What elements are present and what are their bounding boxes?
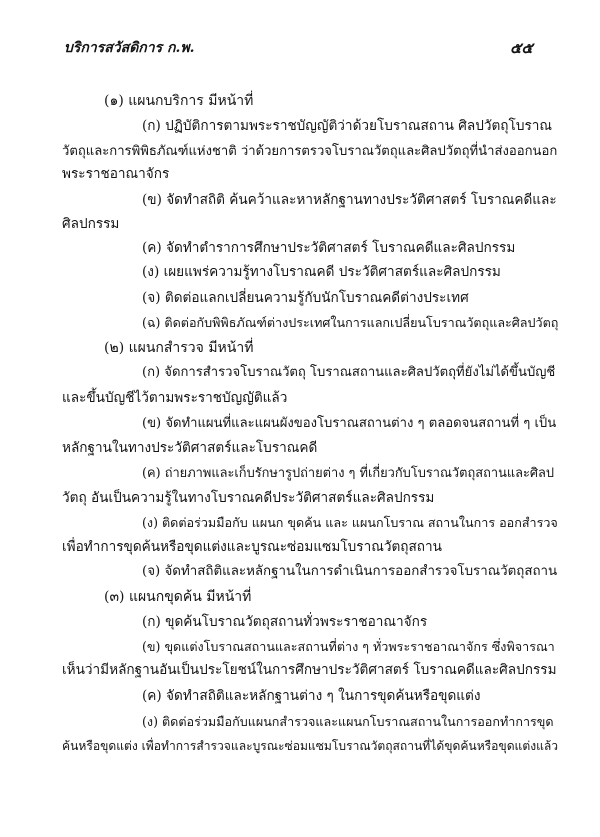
clause-line: (ข) จัดทำแผนที่และแผนผังของโบราณสถานต่าง ๆ ตลอดจนสถานที่ ๆ เป็น [142,416,557,431]
clause-line: (ก) ปฏิบัติการตามพระราชบัญญัติว่าด้วยโบราณสถาน ศิลปวัตถุโบราณ [142,118,553,134]
clause-line: (ฉ) ติดต่อกับพิพิธภัณฑ์ต่างประเทศในการแลกเปลี่ยนโบราณวัตถุและศิลปวัตถุ [142,315,559,330]
clause-line: (ข) จัดทำสถิติ ค้นคว้าและหาหลักฐานทางประวัติศาสตร์ โบราณคดีและ [142,192,557,208]
clause-line: (ค) จัดทำตำราการศึกษาประวัติศาสตร์ โบราณคดีและศิลปกรรม [142,240,516,256]
clause-line: (ค) ถ่ายภาพและเก็บรักษารูปถ่ายต่าง ๆ ที่เกี่ยวกับโบราณวัตถุสถานและศิลป [142,466,555,481]
clause-continuation: วัตถุ อันเป็นความรู้ในทางโบราณคดีประวัติศาสตร์และศิลปกรรม [62,490,435,506]
clause-continuation: เห็นว่ามีหลักฐานอันเป็นประโยชน์ในการศึกษาประวัติศาสตร์ โบราณคดีและศิลปกรรม [62,662,557,678]
page-number: ๕๕ [510,39,533,57]
clause-continuation: เพื่อทำการขุดค้นหรือขุดแต่งและบูรณะซ่อมแซมโบราณวัตถุสถาน [62,539,442,555]
clause-line: (ก) จัดการสำรวจโบราณวัตถุ โบราณสถานและศิลปวัตถุที่ยังไม่ได้ขึ้นบัญชี [142,365,556,380]
clause-continuation: พระราชอาณาจักร [62,166,170,182]
clause-continuation: ศิลปกรรม [62,216,120,232]
section-heading: (๓) แผนกขุดค้น มีหน้าที่ [104,589,252,605]
section-heading: (๑) แผนกบริการ มีหน้าที่ [104,93,254,109]
clause-line: (ข) ขุดแต่งโบราณสถานและสถานที่ต่าง ๆ ทั่วพระราชอาณาจักร ซึ่งพิจารณา [142,639,555,654]
clause-line: (จ) จัดทำสถิติและหลักฐานในการดำเนินการออกสำรวจโบราณวัตถุสถาน [142,564,558,579]
clause-line: (ง) ติดต่อร่วมมือกับ แผนก ขุดค้น และ แผนกโบราณ สถานในการ ออกสำรวจ [142,515,558,530]
running-header-title: บริการสวัสดิการ ก.พ. [64,40,195,56]
clause-line: (ง) ติดต่อร่วมมือกับแผนกสำรวจและแผนกโบราณสถานในการออกทำการขุด [142,714,554,729]
clause-continuation: หลักฐานในทางประวัติศาสตร์และโบราณคดี [62,440,318,456]
clause-continuation: และขึ้นบัญชีไว้ตามพระราชบัญญัติแล้ว [62,390,288,406]
clause-continuation: ค้นหรือขุดแต่ง เพื่อทำการสำรวจและบูรณะซ่อมแซมโบราณวัตถุสถานที่ได้ขุดค้นหรือขุดแต่งแล้ว [62,739,559,753]
clause-line: (ง) เผยแพร่ความรู้ทางโบราณคดี ประวัติศาสตร์และศิลปกรรม [142,264,501,280]
clause-line: (จ) ติดต่อแลกเปลี่ยนความรู้กับนักโบราณคดีต่างประเทศ [142,290,469,306]
section-heading: (๒) แผนกสำรวจ มีหน้าที่ [104,340,254,356]
clause-continuation: วัตถุและการพิพิธภัณฑ์แห่งชาติ ว่าด้วยการตรวจโบราณวัตถุและศิลปวัตถุที่นำส่งออกนอก [62,144,558,159]
clause-line: (ก) ขุดค้นโบราณวัตถุสถานทั่วพระราชอาณาจักร [142,614,428,630]
clause-line: (ค) จัดทำสถิติและหลักฐานต่าง ๆ ในการขุดค้นหรือขุดแต่ง [142,688,481,704]
